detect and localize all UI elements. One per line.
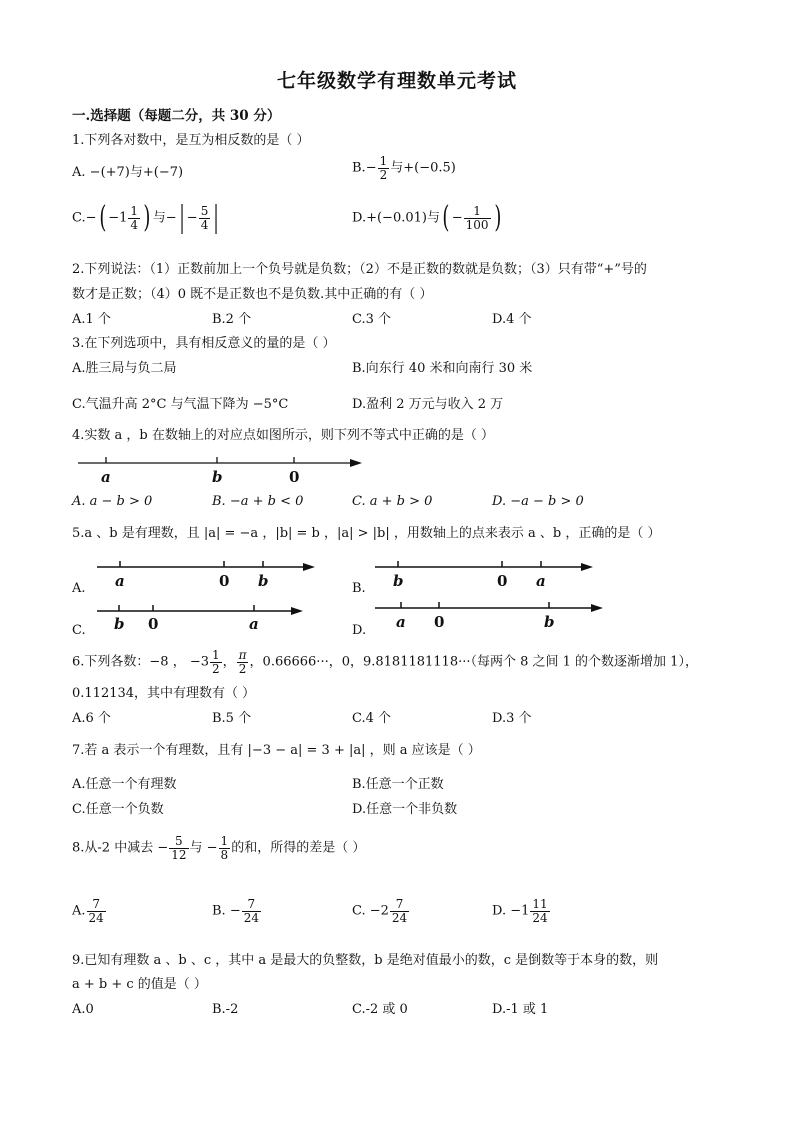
fraction: $\frac{11}{24}$	[532, 897, 548, 925]
q5-option-a[interactable]: A.	[72, 581, 86, 596]
q8-option-d[interactable]: D. −1 $\frac{11}{24}$	[492, 897, 548, 925]
q7-stem: 7.若 a 表示一个有理数，且有 |−3 − a| = 3 + |a| ，则 a 应该是（ ）	[72, 743, 481, 758]
q8-stem: 8.从-2 中减去 − $\frac{5}{12}$ 与 − $\frac{1}{8}$ 的和，所得的差是（ ）	[72, 834, 366, 862]
q9-option-b[interactable]: B.-2	[212, 1002, 239, 1017]
fraction: $\frac{7}{24}$	[88, 897, 104, 925]
fraction: $\frac{1}{2}$	[212, 648, 220, 676]
fraction: $\frac{\pi}{2}$	[238, 648, 247, 676]
q7-option-b[interactable]: B.任意一个正数	[352, 777, 444, 792]
q9-option-d[interactable]: D.-1 或 1	[492, 1002, 549, 1017]
q2-stem-line2: 数才是正数；（4）0 既不是正数也不是负数.其中正确的有（ ）	[72, 287, 433, 302]
q3-option-a[interactable]: A.胜三局与负二局	[72, 361, 177, 376]
q7-option-c[interactable]: C.任意一个负数	[72, 802, 164, 817]
q8-option-b[interactable]: B. − $\frac{7}{24}$	[212, 897, 259, 925]
q5-b-label-1: b	[393, 572, 404, 590]
q2-option-a[interactable]: A.1 个	[72, 312, 111, 327]
q4-label-b: b	[212, 468, 223, 486]
q5-option-d[interactable]: D.	[352, 623, 367, 638]
q9-stem-line1: 9.已知有理数 a 、b 、c ，其中 a 是最大的负整数，b 是绝对值最小的数，c 是倒数等于本身的数，则	[72, 953, 659, 968]
q6-option-d[interactable]: D.3 个	[492, 711, 532, 726]
fraction: $\frac{1}{2}$	[379, 154, 388, 182]
q5-a-label-3: b	[258, 572, 269, 590]
q1-option-b[interactable]: B.− $\frac{1}{2}$ 与+(−0.5)	[352, 154, 456, 182]
q5-d-label-2: 0	[434, 613, 445, 631]
q3-option-b[interactable]: B.向东行 40 米和向南行 30 米	[352, 361, 533, 376]
q5-a-label-2: 0	[219, 572, 230, 590]
q4-option-a[interactable]: A. a − b > 0	[72, 494, 153, 509]
q1-option-a[interactable]: A. −(+7)与+(−7)	[72, 165, 184, 180]
q1-stem: 1.下列各对数中，是互为相反数的是（ ）	[72, 133, 310, 148]
q4-option-b[interactable]: B. −a + b < 0	[212, 494, 304, 509]
q2-option-d[interactable]: D.4 个	[492, 312, 532, 327]
q4-label-zero: 0	[289, 468, 300, 486]
fraction: $\frac{5}{12}$	[171, 834, 187, 862]
q5-c-label-2: 0	[148, 615, 159, 633]
q6-option-b[interactable]: B.5 个	[212, 711, 252, 726]
q5-c-label-3: a	[249, 615, 259, 633]
q1-option-c[interactable]: C.−( −1 $\frac{1}{4}$ ) 与−| − $\frac{5}{4}$ |	[72, 200, 219, 235]
q6-option-a[interactable]: A.6 个	[72, 711, 111, 726]
q9-option-c[interactable]: C.-2 或 0	[352, 1002, 408, 1017]
q9-stem-line2: a + b + c 的值是（ ）	[72, 977, 207, 992]
q5-d-label-3: b	[544, 613, 555, 631]
q5-a-label-1: a	[115, 572, 125, 590]
fraction: $\frac{1}{100}$	[465, 203, 489, 232]
q4-option-d[interactable]: D. −a − b > 0	[492, 494, 584, 509]
q5-b-label-3: a	[536, 572, 546, 590]
q7-option-d[interactable]: D.任意一个非负数	[352, 802, 458, 817]
fraction: $\frac{7}{24}$	[391, 897, 408, 925]
q8-option-c[interactable]: C. −2 $\frac{7}{24}$	[352, 897, 408, 925]
q2-option-c[interactable]: C.3 个	[352, 312, 392, 327]
q2-stem-line1: 2.下列说法：（1）正数前加上一个负号就是负数；（2）不是正数的数就是负数；（3）只有带“+”号的	[72, 262, 647, 277]
q5-stem: 5.a 、b 是有理数，且 |a| = −a ，|b| = b ，|a| > |b| ，用数轴上的点来表示 a 、b ，正确的是（ ）	[72, 526, 661, 541]
q4-label-a: a	[101, 468, 111, 486]
q3-option-c[interactable]: C.气温升高 2°C 与气温下降为 −5°C	[72, 397, 289, 412]
q6-stem-line2: 0.112134，其中有理数有（ ）	[72, 686, 256, 701]
q5-c-label-1: b	[114, 615, 125, 633]
page-title: 七年级数学有理数单元考试	[276, 70, 517, 92]
q1-option-d[interactable]: D.+(−0.01)与( − $\frac{1}{100}$ )	[352, 200, 501, 235]
fraction: $\frac{7}{24}$	[243, 897, 259, 925]
q6-stem-line1: 6.下列各数：−8 ， −3 $\frac{1}{2}$ ， $\frac{\pi}{2}$ ，0.66666···，0，9.8181181118···（每两个 8 之间 1 的个数逐渐增加 1），	[72, 648, 698, 676]
q3-stem: 3.在下列选项中，具有相反意义的量的是（ ）	[72, 336, 336, 351]
fraction: $\frac{1}{8}$	[220, 834, 229, 862]
q4-option-c[interactable]: C. a + b > 0	[352, 494, 433, 509]
fraction: $\frac{5}{4}$	[200, 203, 209, 232]
q4-stem: 4.实数 a ，b 在数轴上的对应点如图所示，则下列不等式中正确的是（ ）	[72, 428, 495, 443]
q2-option-b[interactable]: B.2 个	[212, 312, 252, 327]
q6-option-c[interactable]: C.4 个	[352, 711, 392, 726]
q3-option-d[interactable]: D.盈利 2 万元与收入 2 万	[352, 397, 504, 412]
section-heading: 一.选择题（每题二分，共 30 分）	[72, 108, 281, 124]
q7-option-a[interactable]: A.任意一个有理数	[72, 777, 177, 792]
q5-b-label-2: 0	[497, 572, 508, 590]
q5-d-label-1: a	[396, 613, 406, 631]
q5-option-c[interactable]: C.	[72, 623, 86, 638]
q8-option-a[interactable]: A. $\frac{7}{24}$	[72, 897, 104, 925]
q5-option-b[interactable]: B.	[352, 581, 366, 596]
q9-option-a[interactable]: A.0	[72, 1002, 94, 1017]
fraction: $\frac{1}{4}$	[130, 203, 139, 232]
